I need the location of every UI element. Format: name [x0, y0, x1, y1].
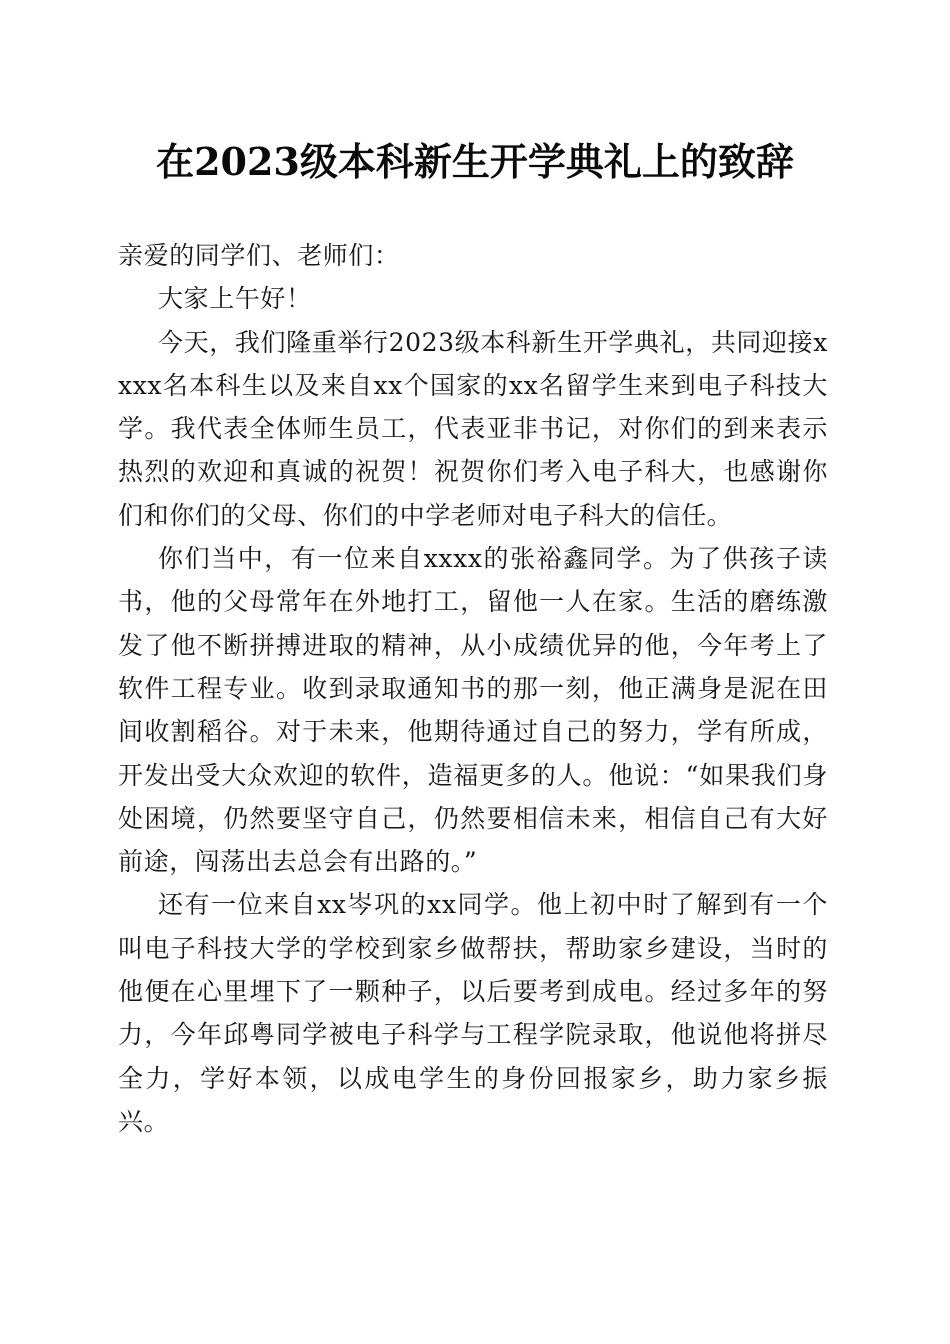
- document-body: [118, 234, 828, 1143]
- greeting: 大家上午好！: [158, 284, 312, 314]
- paragraph: 今天，我们隆重举行2023级本科新生开学典礼，共同迎接xxxx名本科生以及来自xx个国家的xx名留学生来到电子科技大学。我代表全体师生员工，代表亚非书记，对你们的到来表示热烈的欢迎和真诚的祝贺！祝贺你们考入电子科大，也感谢你们和你们的父母、你们的中学老师对电子科大的信任。: [118, 327, 828, 530]
- paragraph: 你们当中，有一位来自xxxx的张裕鑫同学。为了供孩子读书，他的父母常年在外地打工，留他一人在家。生活的磨练激发了他不断拼搏进取的精神，从小成绩优异的他，今年考上了软件工程专业。收到录取通知书的那一刻，他正满身是泥在田间收割稻谷。对于未来，他期待通过自己的努力，学有所成，开发出受大众欢迎的软件，造福更多的人。他说：“如果我们身处困境，仍然要坚守自己，仍然要相信未来，相信自己有大好前途，闯荡出去总会有出路的。”: [118, 544, 828, 877]
- paragraph: 还有一位来自xx岑巩的xx同学。他上初中时了解到有一个叫电子科技大学的学校到家乡做帮扶，帮助家乡建设，当时的他便在心里埋下了一颗种子，以后要考到成电。经过多年的努力，今年邱粤同学被电子科学与工程学院录取，他说他将拼尽全力，学好本领，以成电学生的身份回报家乡，助力家乡振兴。: [118, 890, 828, 1136]
- salutation: 亲爱的同学们、老师们：: [118, 241, 400, 270]
- document-title: 在2023级本科新生开学典礼上的致辞: [156, 139, 794, 184]
